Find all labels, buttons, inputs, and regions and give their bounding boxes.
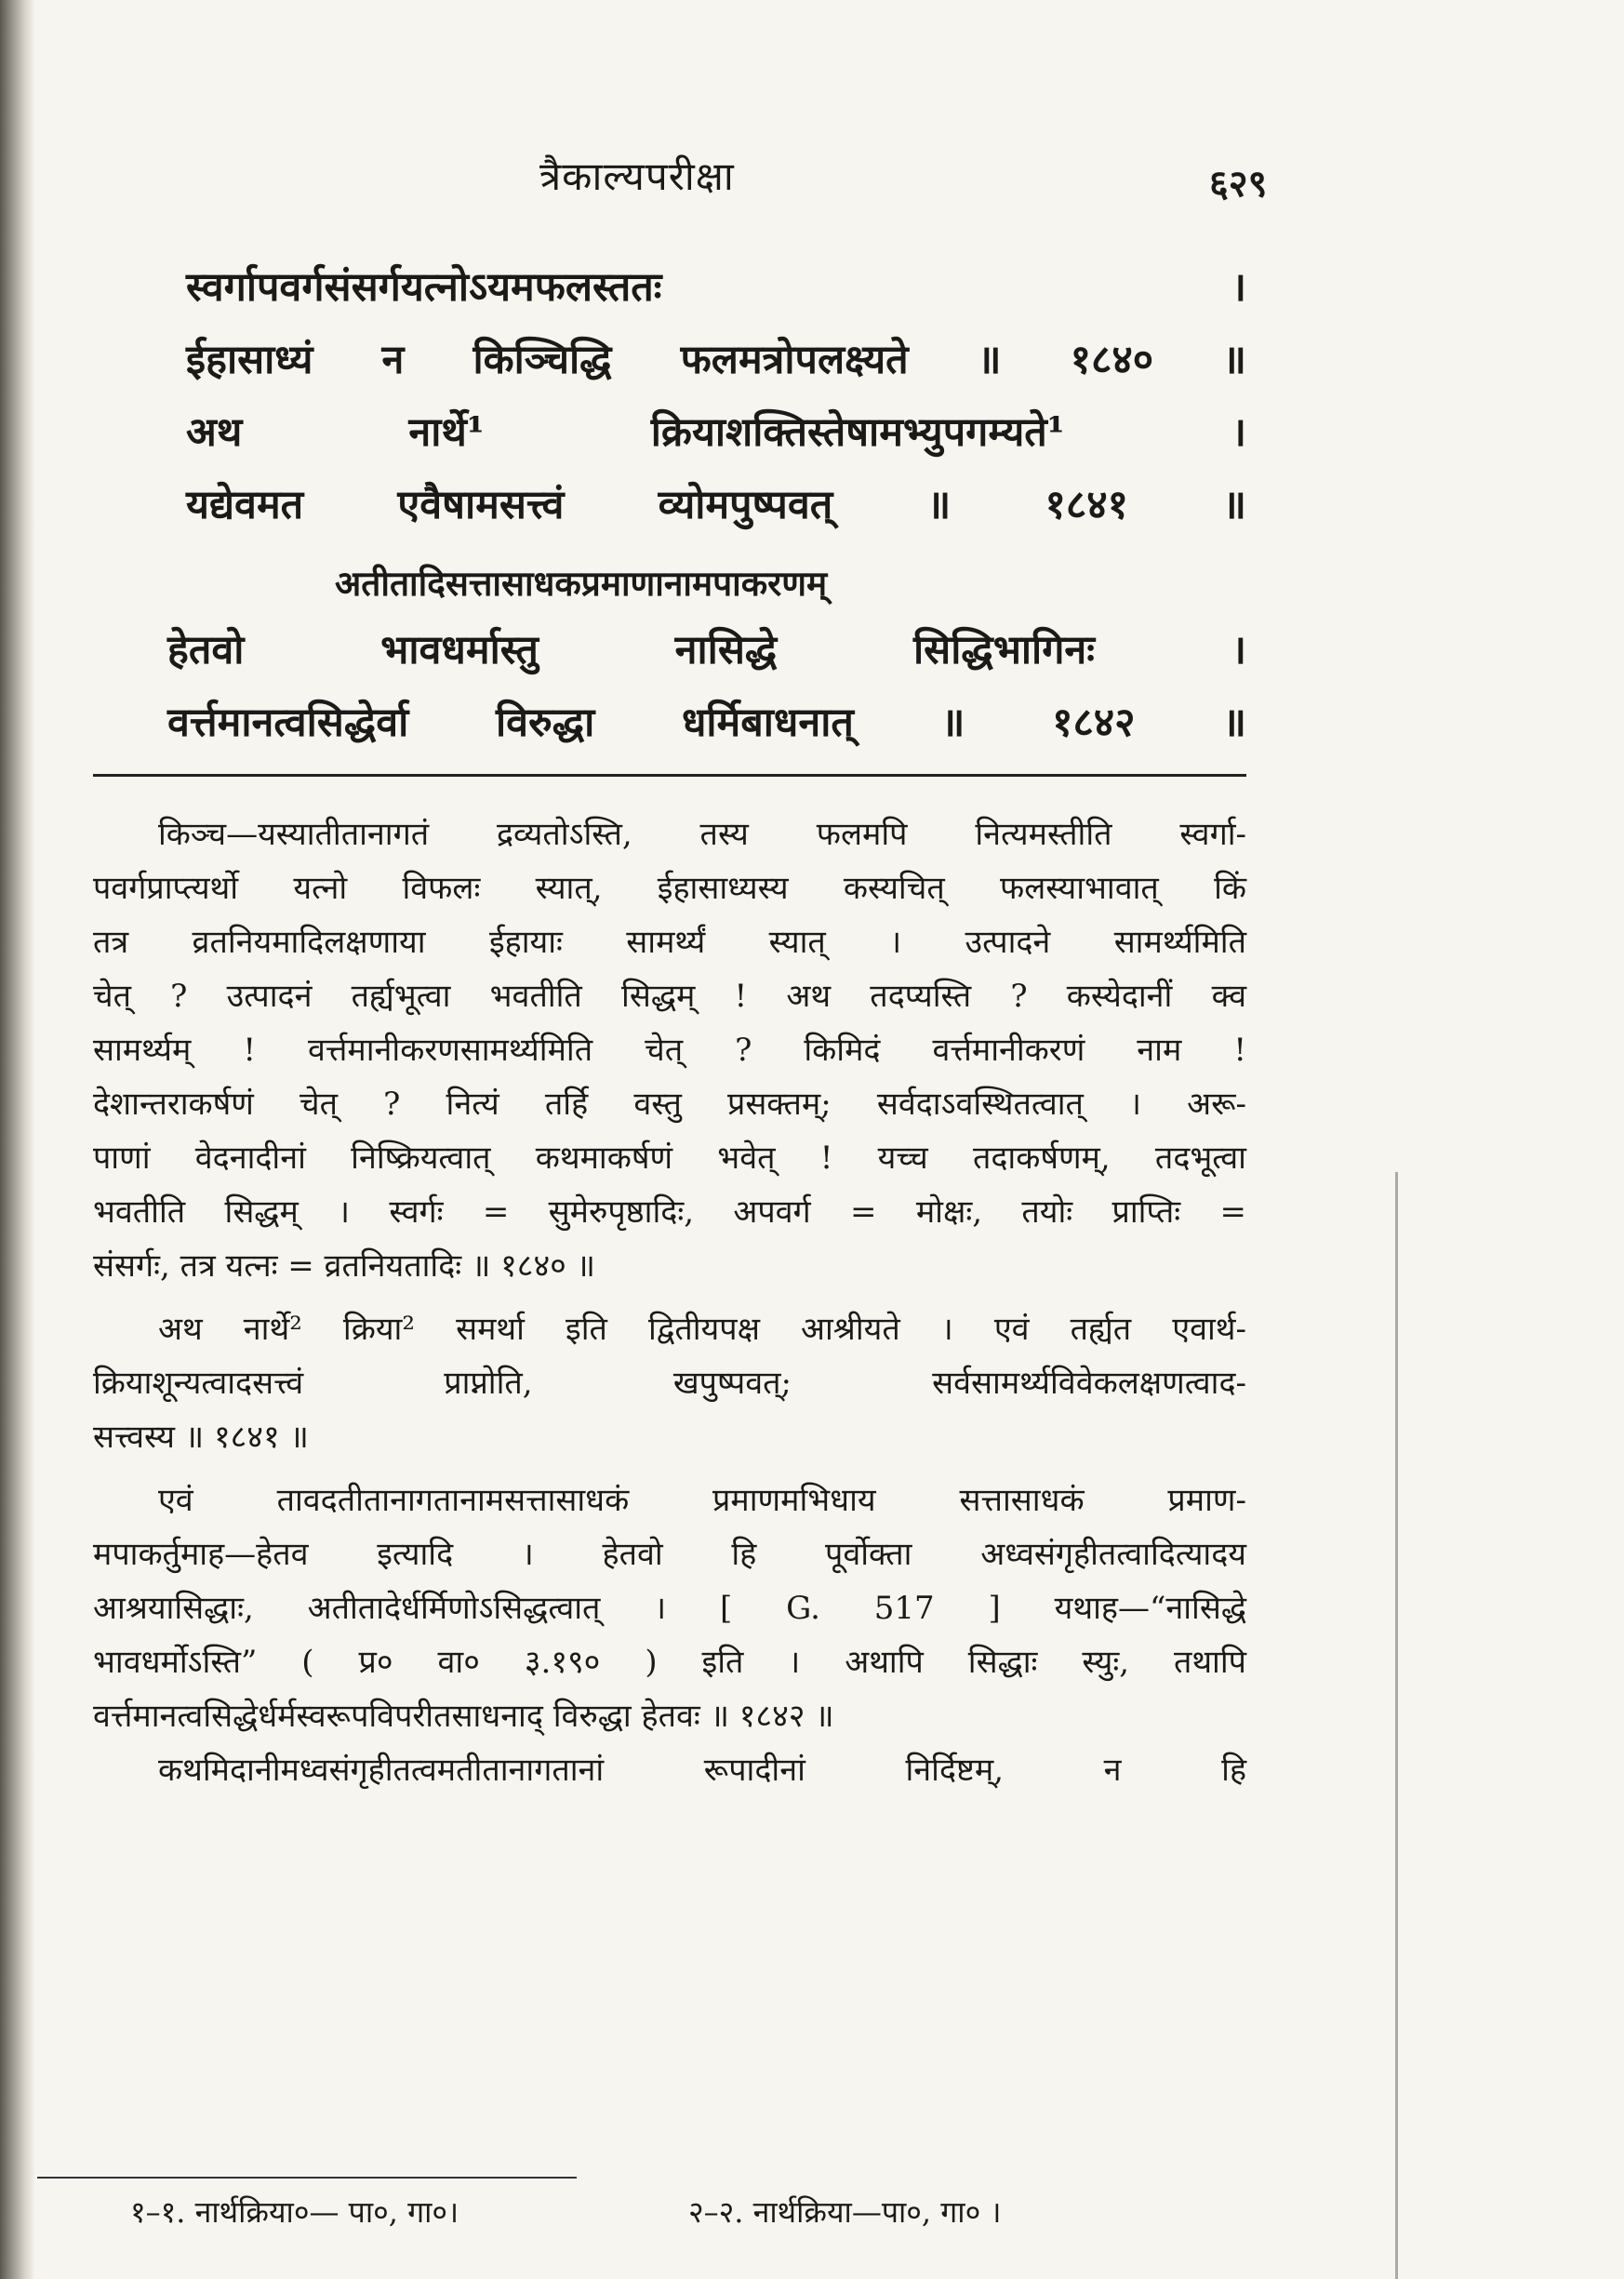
page-header	[0, 149, 1624, 205]
commentary-line: सत्त्वस्य ॥ १८४१ ॥	[93, 1419, 309, 1456]
footnote: २–२. नार्थक्रिया—पा०, गा० ।	[688, 2194, 1002, 2230]
commentary-line: देशान्तराकर्षणं चेत् ? नित्यं तर्हि वस्तु प्रसक्तम्; सर्वदाऽवस्थितत्वात् । अरू-	[93, 1086, 1246, 1123]
verses-1840-1841	[186, 251, 1246, 541]
verse-line: अथ नार्थे¹ क्रियाशक्तिस्तेषामभ्युपगम्यते¹ ।	[186, 409, 1246, 456]
commentary-line: भवतीति सिद्धम् । स्वर्गः = सुमेरुपृष्ठादिः, अपवर्ग = मोक्षः, तयोः प्राप्तिः =	[93, 1193, 1246, 1231]
running-head: त्रैकाल्यपरीक्षा	[539, 153, 735, 199]
commentary-line: भावधर्मोऽस्ति” ( प्र० वा० ३.१९० ) इति । अथापि सिद्धाः स्युः, तथापि	[93, 1644, 1246, 1681]
commentary-line: एवं तावदतीतानागतानामसत्तासाधकं प्रमाणमभिधाय सत्तासाधकं प्रमाण-	[158, 1482, 1246, 1519]
page-number: ६२९	[1209, 162, 1268, 206]
commentary-line: अथ नार्थे² क्रिया² समर्था इति द्वितीयपक्ष आश्रीयते । एवं तर्ह्यत एवार्थ-	[158, 1311, 1246, 1348]
verse-line: वर्त्तमानत्वसिद्धेर्वा विरुद्धा धर्मिबाधनात् ॥ १८४२ ॥	[167, 700, 1246, 746]
commentary-line: क्रियाशून्यत्वादसत्त्वं प्राप्नोति, खपुष्पवत्; सर्वसामर्थ्यविवेकलक्षणत्वाद-	[93, 1365, 1246, 1402]
commentary-line: कथमिदानीमध्वसंगृहीतत्वमतीतानागतानां रूपादीनां निर्दिष्टम्, न हि	[158, 1752, 1246, 1789]
footnote: १–१. नार्थक्रिया०— पा०, गा०।	[130, 2194, 459, 2230]
commentary-line: चेत् ? उत्पादनं तर्ह्यभूत्वा भवतीति सिद्धम् ! अथ तदप्यस्ति ? कस्येदानीं क्व	[93, 978, 1246, 1015]
book-binding-edge	[0, 0, 35, 2279]
commentary-line: मपाकर्तुमाह—हेतव इत्यादि । हेतवो हि पूर्वोक्ता अध्वसंगृहीतत्वादित्यादय	[93, 1536, 1246, 1573]
commentary-line: तत्र व्रतनियमादिलक्षणाया ईहायाः सामर्थ्यं स्यात् । उत्पादने सामर्थ्यमिति	[93, 924, 1246, 961]
commentary-line: पाणां वेदनादीनां निष्क्रियत्वात् कथमाकर्षणं भवेत् ! यच्च तदाकर्षणम्, तदभूत्वा	[93, 1140, 1246, 1177]
commentary-line: सामर्थ्यम् ! वर्त्तमानीकरणसामर्थ्यमिति चेत् ? किमिदं वर्त्तमानीकरणं नाम !	[93, 1032, 1246, 1069]
verse-line: यद्येवमत एवैषामसत्त्वं व्योमपुष्पवत् ॥ १८४१ ॥	[186, 482, 1246, 528]
commentary-line: आश्रयासिद्धाः, अतीतादेर्धर्मिणोऽसिद्धत्वात् । [ G. 517 ] यथाह—“नासिद्धे	[93, 1590, 1246, 1627]
verse-line: हेतवो भावधर्मास्तु नासिद्धे सिद्धिभागिनः ।	[167, 627, 1246, 673]
verses-1842	[167, 614, 1246, 759]
commentary-line: वर्त्तमानत्वसिद्धेर्धर्मस्वरूपविपरीतसाधनाद् विरुद्धा हेतवः ॥ १८४२ ॥	[93, 1698, 834, 1735]
commentary-line: पवर्गप्राप्त्यर्थो यत्नो विफलः स्यात्, ईहासाध्यस्य कस्यचित् फलस्याभावात् किं	[93, 870, 1246, 907]
margin-line	[1395, 1172, 1398, 2279]
footnote-divider	[37, 2177, 577, 2179]
commentary-line: किञ्च—यस्यातीतानागतं द्रव्यतोऽस्ति, तस्य फलमपि नित्यमस्तीति स्वर्गा-	[158, 816, 1246, 853]
commentary-line: संसर्गः, तत्र यत्नः = व्रतनियतादिः ॥ १८४० ॥	[93, 1247, 596, 1285]
commentary	[93, 807, 1246, 1797]
verse-line: स्वर्गापवर्गसंसर्गयत्नोऽयमफलस्ततः ।	[186, 264, 1246, 311]
verse-line: ईहासाध्यं न किञ्चिद्धि फलमत्रोपलक्ष्यते ॥ १८४० ॥	[186, 337, 1246, 383]
verse-commentary-divider	[93, 774, 1246, 777]
section-heading: अतीतादिसत्तासाधकप्रमाणानामपाकरणम्	[335, 563, 828, 604]
